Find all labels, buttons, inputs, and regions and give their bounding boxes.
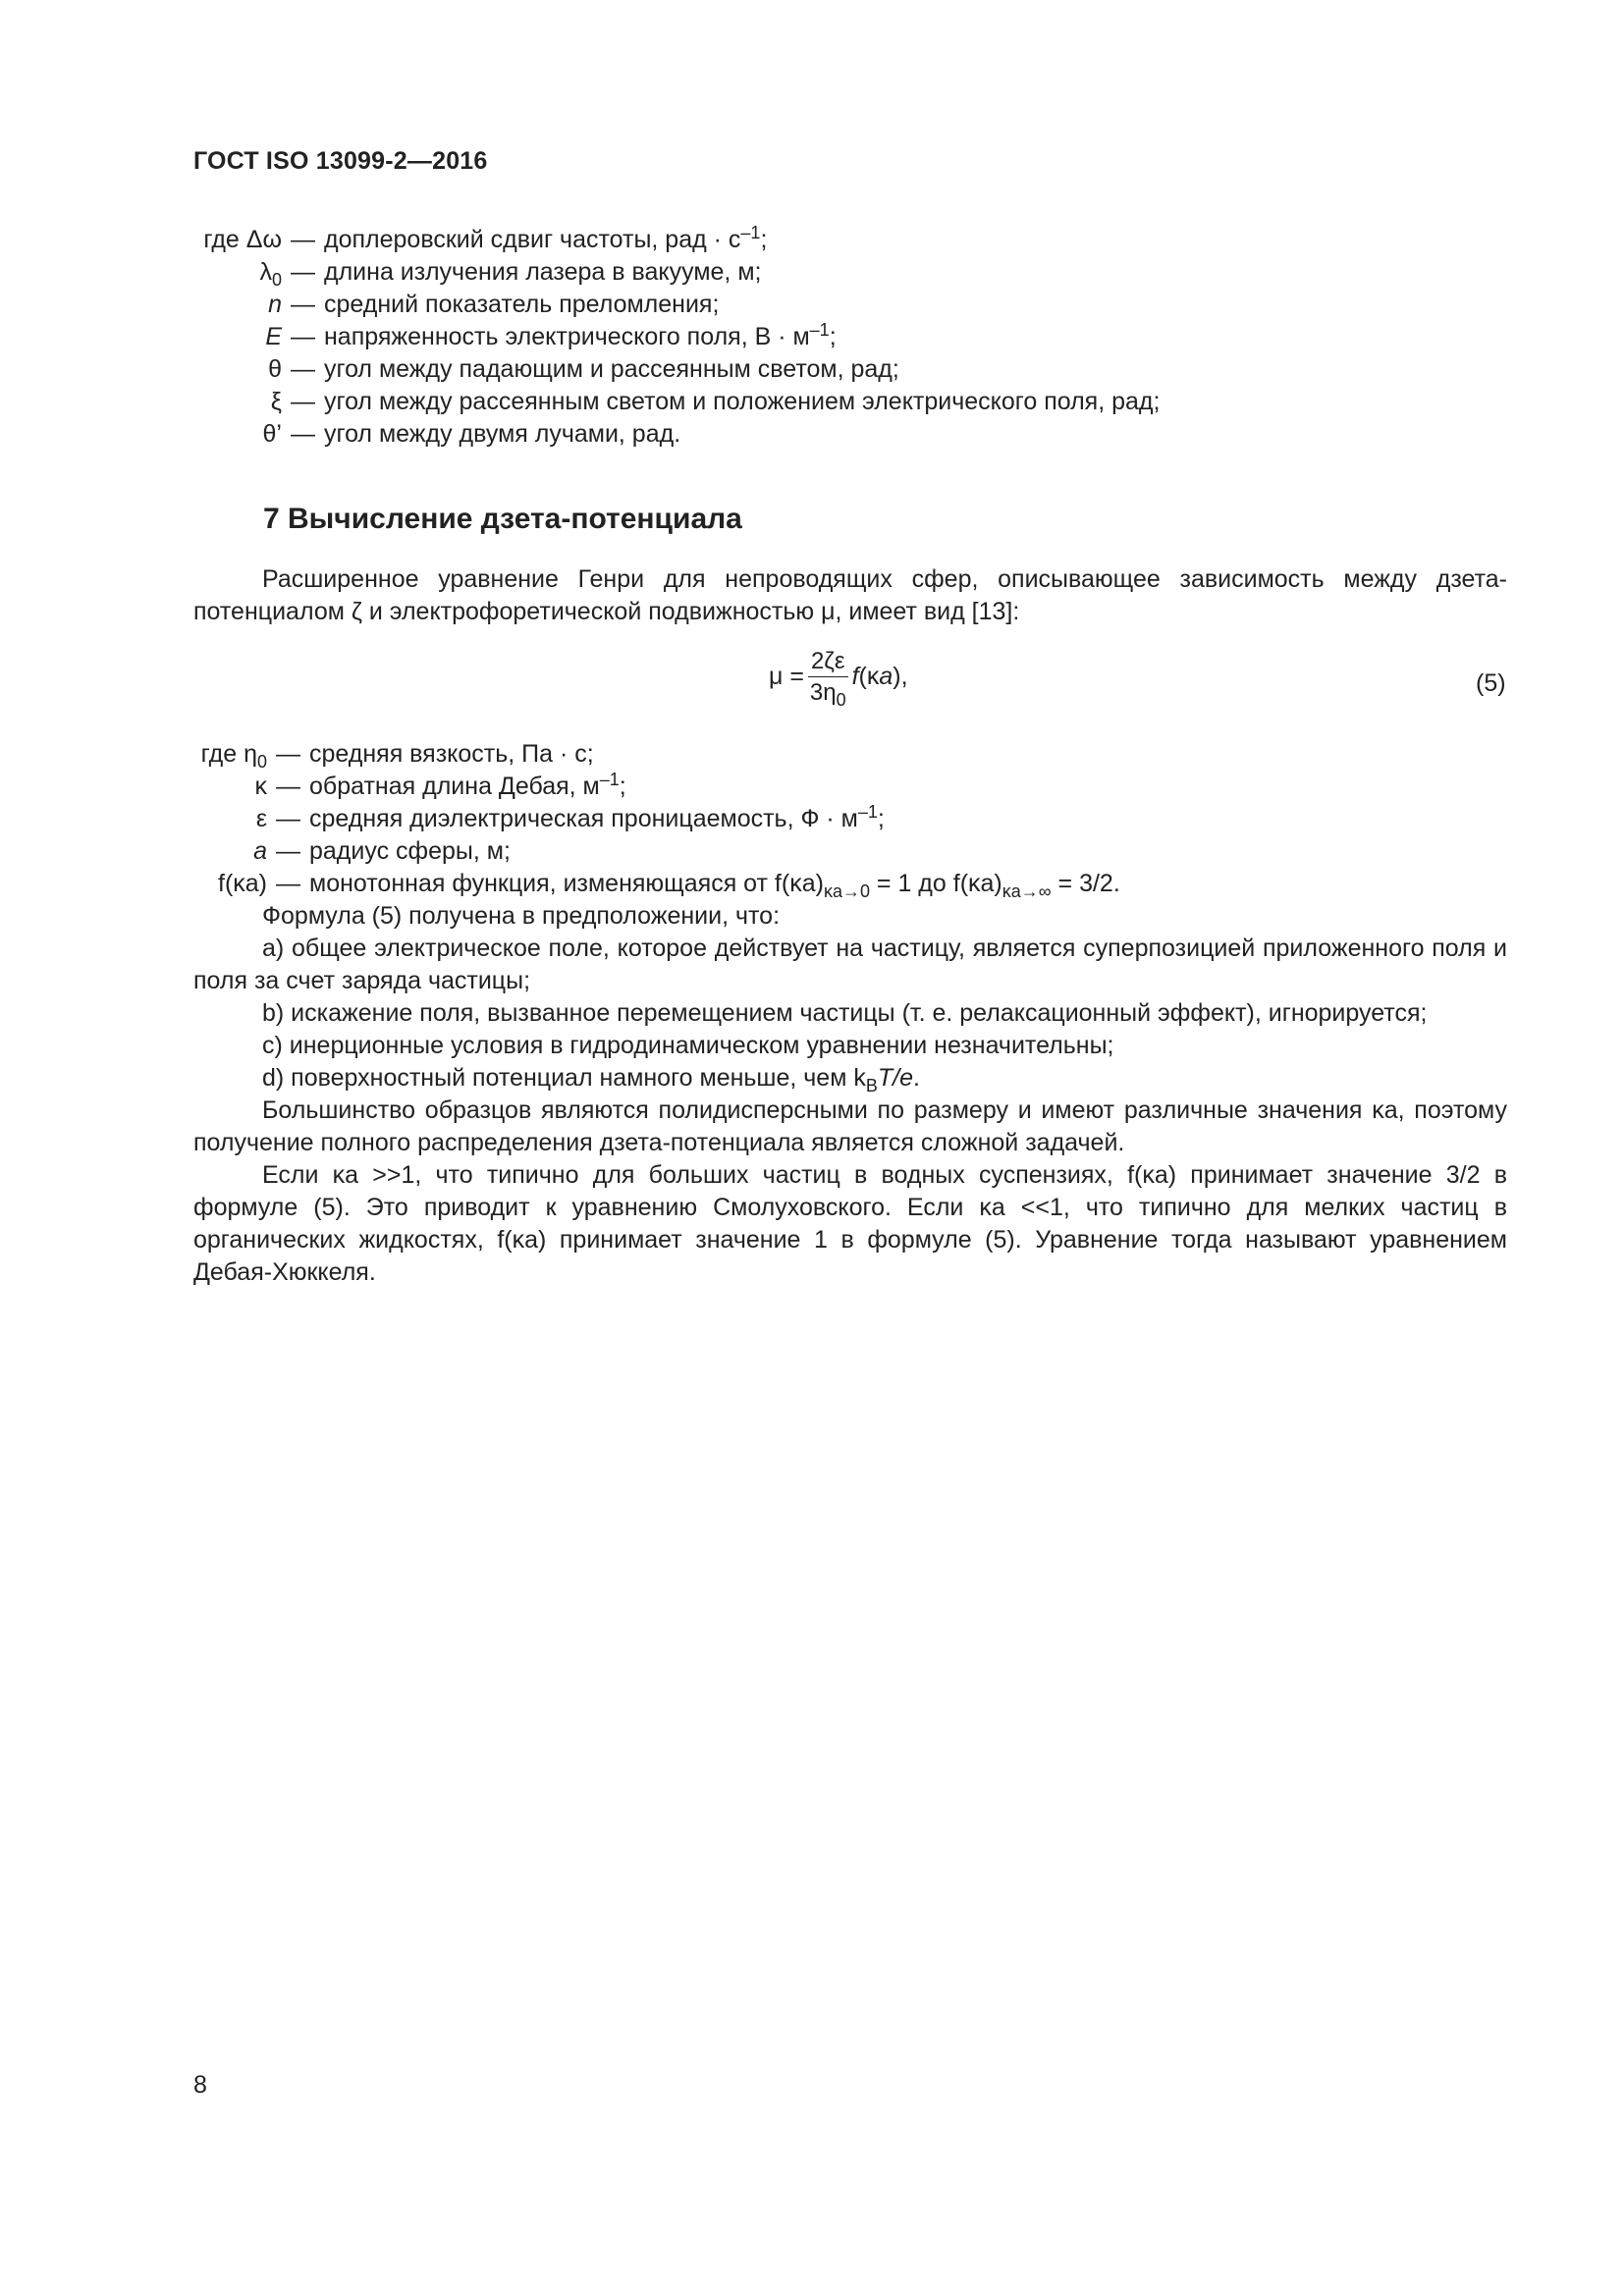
definition-row: θ’ — угол между двумя лучами, рад. [262, 420, 681, 448]
definition-row: n — средний показатель преломления; [268, 291, 720, 318]
document-header: ГОСТ ISO 13099-2—2016 [193, 147, 488, 175]
paragraph: b) искажение поля, вызванное перемещением частицы (т. е. релаксационный эффект), игнорируется; [262, 999, 1428, 1027]
paragraph: Если κa >>1, что типично для больших частиц в водных суспензиях, f(κa) принимает значение 3/2 в формуле (5). Это приводит к уравнению Смолуховского. Если κa <<1, что типично для мелких частиц в органических жидкостях, f(κa) принимает значение 1 в формуле (5). Уравнение тогда называют уравнением Дебая-Хюккеля. [193, 1161, 1507, 1286]
definition-row: f(κa) — монотонная функция, изменяющаяся от $f(\kappa a)_{\kappa a\to 0} = 1$ до $f(\kappa a)_{\kappa a\to\infty} = 3/2$. [218, 870, 1120, 901]
definition-row: a — радиус сферы, м; [253, 837, 511, 865]
definition-row: где Δω — доплеровский сдвиг частоты, рад · $с^{-1}$; [203, 223, 768, 253]
equation-number: (5) [1476, 669, 1506, 697]
intro-paragraph: Расширенное уравнение Генри для непроводящих сфер, описывающее зависимость между дзета-потенциалом ζ и электрофоретической подвижностью μ, имеет вид [13]: [193, 565, 1507, 625]
definition-row: где $\eta_0$ — средняя вязкость, Па · с; [200, 740, 594, 772]
definition-row: ε — средняя диэлектрическая проницаемость, $Ф \cdot м^{-1}$; [255, 802, 885, 832]
paragraph: Формула (5) получена в предположении, что: [262, 902, 781, 930]
paragraph: a) общее электрическое поле, которое действует на частицу, является суперпозицией приложенного поля и поля за счет заряда частицы; [193, 934, 1507, 994]
definition-row: ξ — угол между рассеянным светом и положением электрического поля, рад; [270, 388, 1161, 415]
definition-row: κ — обратная длина Дебая, $м^{-1}$; [254, 770, 626, 800]
paragraph: c) инерционные условия в гидродинамическом уравнении незначительны; [262, 1032, 1114, 1059]
paragraph: Большинство образцов являются полидисперсными по размеру и имеют различные значения κa, поэтому получение полного распределения дзета-потенциала является сложной задачей. [193, 1096, 1507, 1156]
definition-row: E — напряженность электрического поля, $В \cdot м^{-1}$; [265, 320, 837, 350]
henry-equation: μ = $\frac{2\zeta\varepsilon}{3\eta_0}$ f(κa), [769, 648, 908, 710]
definition-row: θ — угол между падающим и рассеянным светом, рад; [268, 355, 899, 383]
variable-definitions-1 [193, 224, 1160, 451]
paragraph: d) поверхностный потенциал намного меньше, чем $k_BT/e$. [262, 1064, 920, 1095]
definition-row: $\lambda_0$ — длина излучения лазера в вакууме, м; [259, 258, 762, 290]
fraction: $\frac{2\zeta\varepsilon}{3\eta_0}$ [809, 648, 846, 710]
page-number: 8 [193, 2071, 207, 2099]
section-heading: 7 Вычисление дзета-потенциала [263, 503, 742, 535]
body-text [193, 900, 1507, 1289]
variable-definitions-2 [193, 738, 1120, 900]
